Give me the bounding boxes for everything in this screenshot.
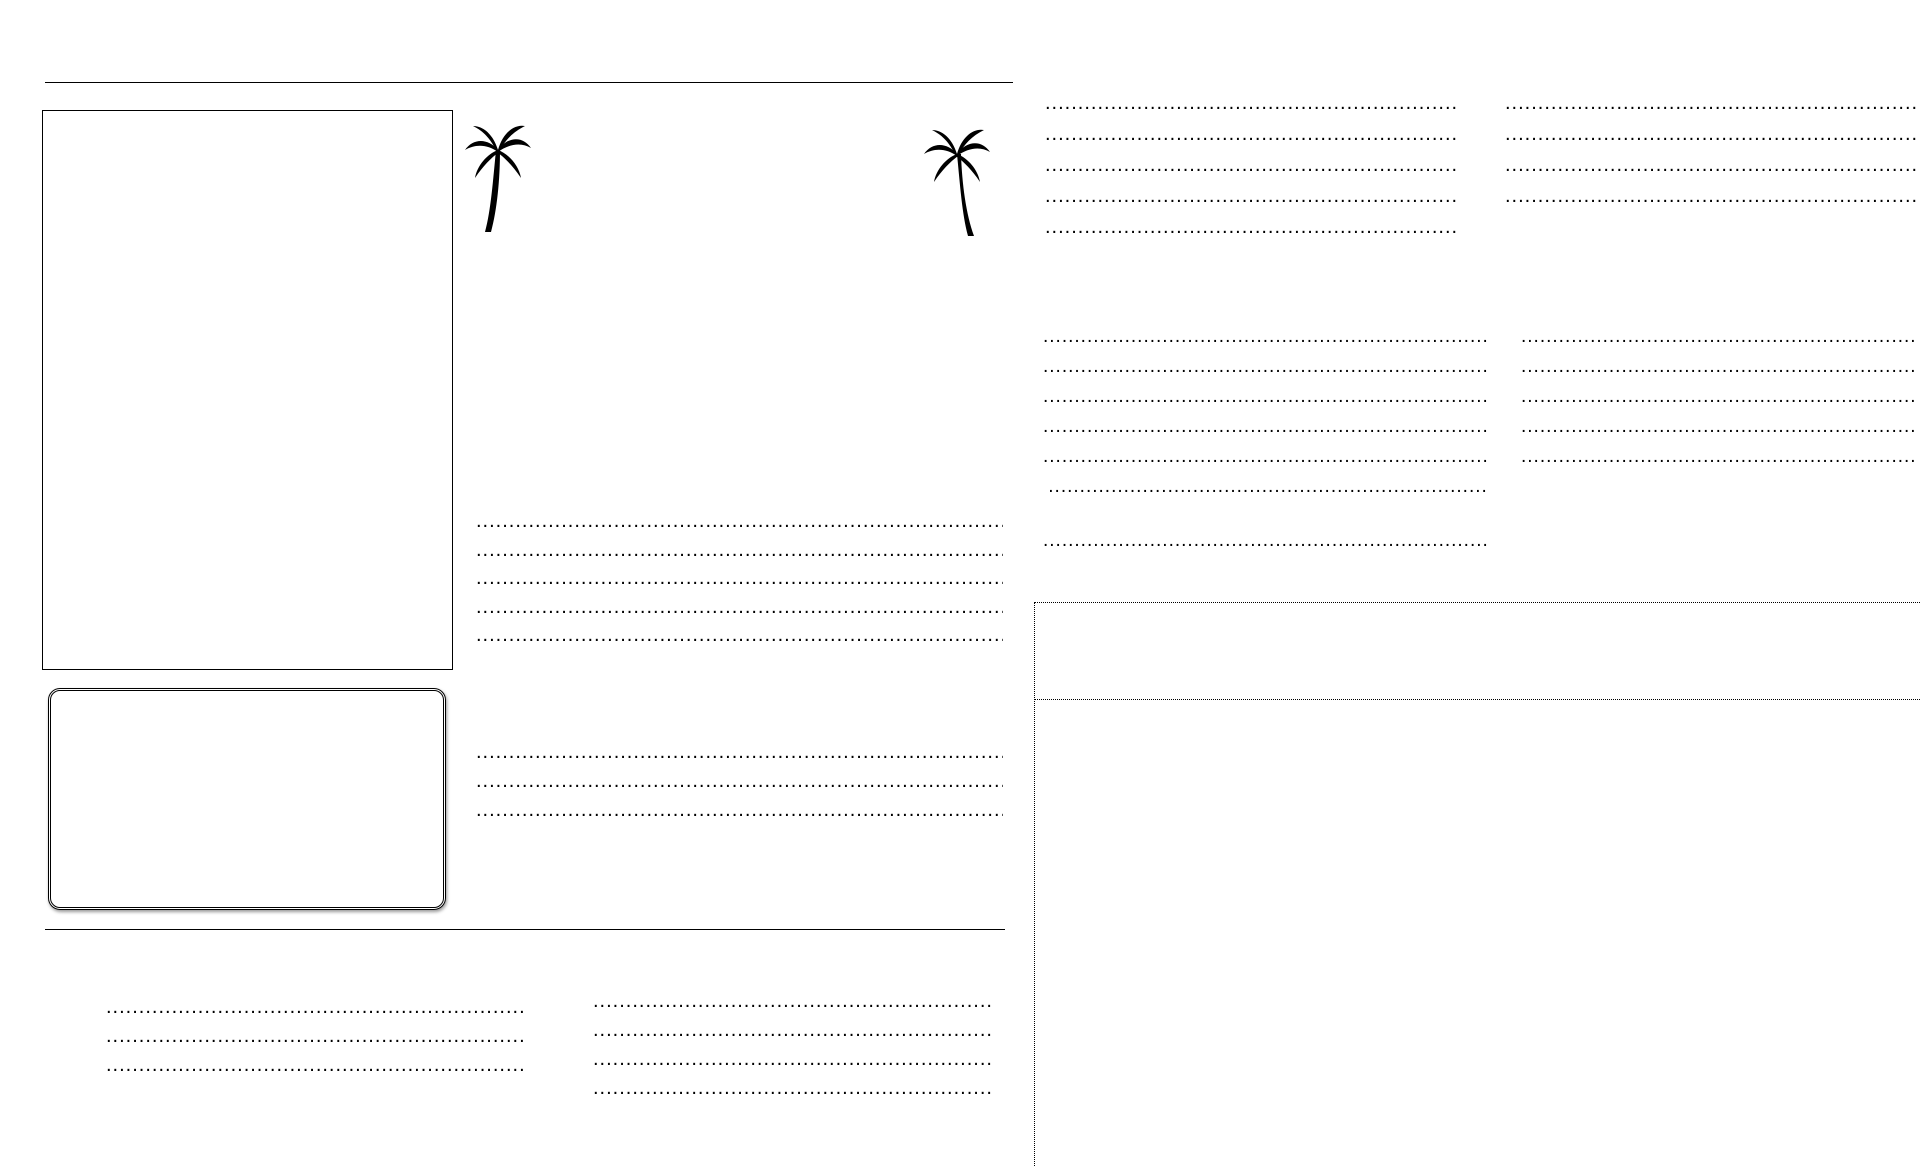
egg-foo-young-list <box>1517 322 1920 472</box>
chop-suey-list-left <box>1041 88 1461 243</box>
list-item <box>1517 382 1920 412</box>
list-item <box>472 536 1007 565</box>
list-item <box>589 1074 995 1103</box>
list-item <box>472 343 1012 381</box>
list-item <box>472 796 1007 825</box>
beverages-list <box>472 738 1007 825</box>
fried-rice-list <box>1039 322 1493 554</box>
list-item <box>1517 412 1920 442</box>
list-item <box>1039 502 1493 554</box>
list-item <box>472 621 1007 650</box>
list-item <box>1501 88 1920 119</box>
list-item <box>472 767 1007 796</box>
list-item <box>589 1016 995 1045</box>
list-item <box>102 1051 530 1080</box>
list-item <box>1041 212 1461 243</box>
tropical-drinks-list <box>472 268 1012 456</box>
list-item <box>1041 150 1461 181</box>
wine-list <box>472 507 1007 650</box>
combo-panel <box>1034 602 1920 1166</box>
palm-tree-icon <box>463 120 533 235</box>
list-item <box>1039 442 1493 472</box>
beer-panel <box>48 688 446 910</box>
list-item <box>1039 412 1493 442</box>
list-item <box>102 993 530 1022</box>
title-divider <box>45 82 1013 83</box>
section-1-title <box>1039 705 1339 735</box>
list-item <box>1517 322 1920 352</box>
section-3 <box>1646 705 1920 735</box>
list-item <box>589 987 995 1016</box>
list-item <box>472 418 1012 456</box>
qr-code-icon[interactable] <box>89 131 407 449</box>
list-item <box>1041 181 1461 212</box>
list-item <box>102 1022 530 1051</box>
list-item <box>1501 119 1920 150</box>
list-item <box>1517 352 1920 382</box>
list-item <box>1039 382 1493 412</box>
list-item <box>472 564 1007 593</box>
list-item <box>1041 119 1461 150</box>
list-item <box>1039 322 1493 352</box>
list-item <box>589 1045 995 1074</box>
section-3-title <box>1646 705 1920 735</box>
combo-divider <box>1034 699 1920 700</box>
list-item <box>472 268 1012 306</box>
list-item <box>472 738 1007 767</box>
qr-panel <box>42 110 453 670</box>
list-item <box>472 381 1012 419</box>
chop-suey-list-right <box>1501 88 1920 212</box>
list-item <box>472 306 1012 344</box>
list-item <box>1517 442 1920 472</box>
misc-list-left <box>102 993 530 1080</box>
misc-divider <box>45 929 1005 930</box>
list-item <box>1039 352 1493 382</box>
list-item <box>472 593 1007 622</box>
list-item <box>1501 181 1920 212</box>
misc-list-right <box>589 987 995 1103</box>
section-2 <box>1340 705 1640 735</box>
list-item <box>472 507 1007 536</box>
list-item <box>1041 88 1461 119</box>
list-item <box>1039 472 1493 502</box>
section-1 <box>1039 705 1339 735</box>
list-item <box>1501 150 1920 181</box>
palm-tree-icon <box>922 124 992 239</box>
section-2-title <box>1340 705 1640 735</box>
